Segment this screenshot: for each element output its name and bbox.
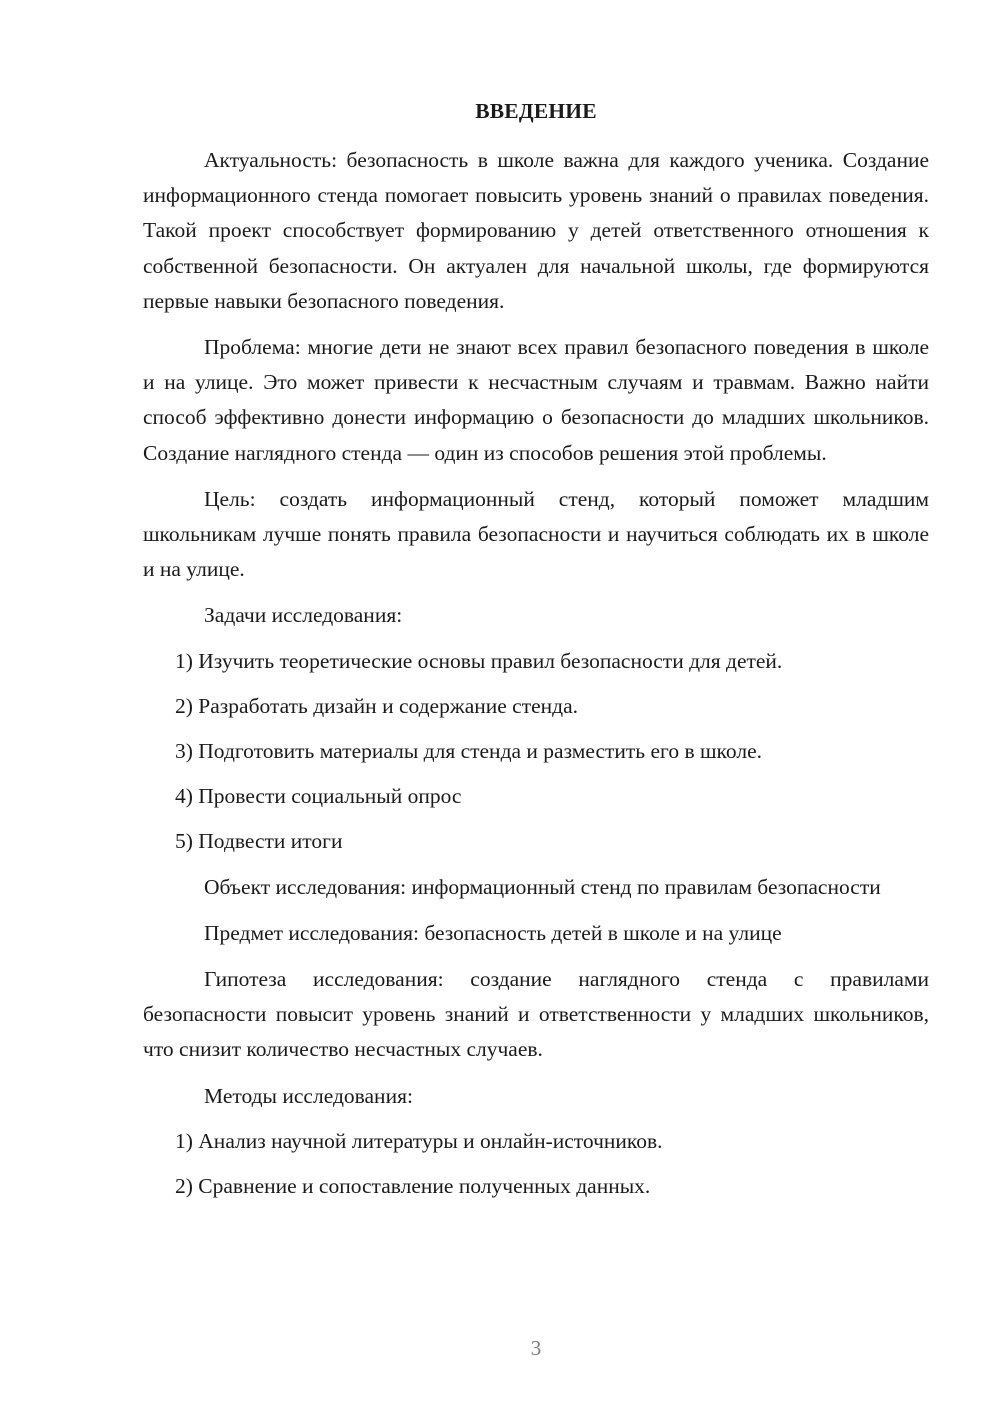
methods-title: Методы исследования:: [204, 1083, 413, 1108]
tasks-title: Задачи исследования:: [204, 603, 403, 628]
problem-paragraph: Проблема: многие дети не знают всех правил безопасного поведения в школе и на улице. Это может привести к несчастным случаям и травмам. Важно найти способ эффективно донести информацию о безопасности до младших школьников. Создание наглядного стенда — один из способов решения этой проблемы.: [143, 335, 929, 465]
task-item: 3) Подготовить материалы для стенда и разместить его в школе.: [175, 739, 762, 764]
goal-paragraph: Цель: создать информационный стенд, который поможет младшим школьникам лучше понять правила безопасности и научиться соблюдать их в школе и на улице.: [143, 486, 929, 582]
subject-paragraph: Предмет исследования: безопасность детей в школе и на улице: [204, 920, 782, 945]
method-item: 2) Сравнение и сопоставление полученных данных.: [175, 1174, 651, 1199]
task-item: 4) Провести социальный опрос: [175, 784, 462, 809]
task-item: 1) Изучить теоретические основы правил безопасности для детей.: [175, 648, 783, 673]
task-item: 5) Подвести итоги: [175, 829, 343, 854]
hypothesis-paragraph: Гипотеза исследования: создание наглядного стенда с правилами безопасности повысит уровень знаний и ответственности у младших школьников, что снизит количество несчастных случаев.: [143, 967, 929, 1062]
method-item: 1) Анализ научной литературы и онлайн-источников.: [175, 1128, 663, 1153]
page-number: 3: [530, 1336, 542, 1360]
document-body: [143, 143, 929, 1204]
page-title: ВВЕДЕНИЕ: [475, 99, 597, 123]
relevance-paragraph: Актуальность: безопасность в школе важна для каждого ученика. Создание информационного стенда помогает повысить уровень знаний о правилах поведения. Такой проект способствует формированию у детей ответственного отношения к собственной безопасности. Он актуален для начальной школы, где формируются первые навыки безопасного поведения.: [143, 148, 929, 313]
task-item: 2) Разработать дизайн и содержание стенда.: [175, 693, 579, 718]
object-paragraph: Объект исследования: информационный стенд по правилам безопасности: [204, 874, 881, 899]
